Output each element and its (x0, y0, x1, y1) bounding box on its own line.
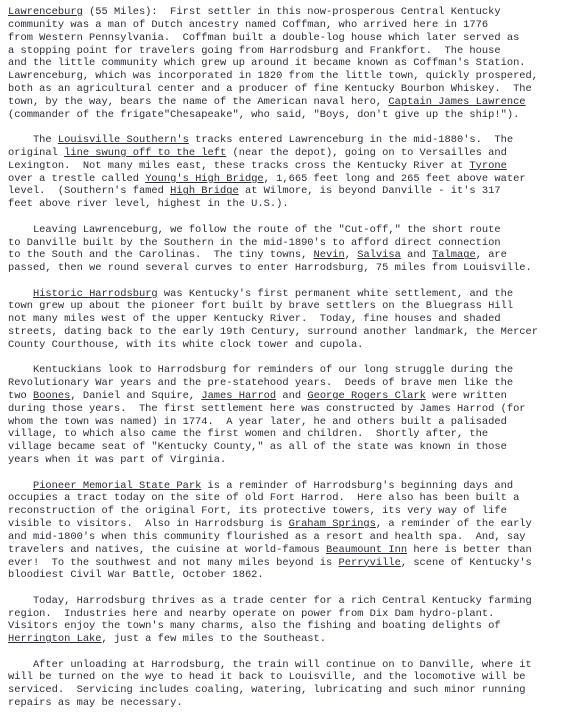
text-run: years when it was part of Virginia. (8, 454, 227, 467)
text-line (8, 697, 553, 710)
text-line (8, 505, 553, 518)
text-run: region. Industries here and nearby operate on power from Dix Dam hydro-plant. (8, 607, 495, 620)
text-run: is a reminder of Harrodsburg's beginning days and (201, 479, 514, 492)
text-run: The (8, 134, 58, 147)
text-line (8, 492, 553, 505)
underlined-place-name: High Bridge (170, 185, 239, 198)
underlined-place-name: Beaumount Inn (326, 543, 408, 556)
text-run: and the little community which grew up around it became known as Coffman's Station. (8, 57, 526, 70)
text-line (8, 185, 553, 198)
text-run: feet above river level, highest in the U.S.). (8, 198, 289, 211)
text-line (8, 684, 553, 697)
text-run: Lawrenceburg, which was incorporated in 1820 from the little town, quickly prospered, (8, 70, 539, 83)
text-line (8, 557, 553, 570)
text-run: from Western Pennsylvania. Coffman built a double-log house which later served as (8, 31, 520, 44)
text-run: , a reminder of the early (375, 518, 532, 531)
paragraph (8, 6, 553, 122)
underlined-place-name: Salvisa (357, 249, 401, 262)
text-line (8, 96, 553, 109)
text-run: Kentuckians look to Harrodsburg for reminders of our long struggle during the (8, 364, 514, 377)
text-line (8, 428, 553, 441)
text-run: and (276, 389, 308, 402)
underlined-place-name: Lawrenceburg (8, 6, 83, 18)
text-line (8, 173, 553, 186)
underlined-place-name: Historic Harrodsburg (32, 287, 158, 300)
text-run: Today, Harrodsburg thrives as a trade center for a rich Central Kentucky farming (8, 594, 532, 607)
text-run: was Kentucky's first permanent white settlement, and the (157, 287, 514, 300)
text-run: over a trestle called (8, 172, 146, 185)
underlined-place-name: Tyrone (469, 159, 507, 172)
text-run: original (8, 146, 65, 159)
text-run: town grew up about the pioneer fort built by brave settlers on the Bluegrass Hill (8, 300, 514, 313)
text-run: both as an agricultural center and a producer of fine Kentucky Bourbon Whiskey. The (8, 83, 532, 96)
text-run: (55 Miles): First settler in this now-prosperous Central Kentucky (82, 6, 501, 18)
text-run: travelers and natives, the cuisine at world-famous (8, 543, 327, 556)
underlined-place-name: Louisville Southern's (57, 134, 189, 147)
underlined-place-name: James Harrod (201, 389, 277, 402)
text-line (8, 608, 553, 621)
underlined-place-name: Talmage (432, 249, 476, 262)
underlined-place-name: Herrington Lake (8, 633, 102, 646)
text-line (8, 454, 553, 467)
underlined-place-name: Captain James Lawrence (388, 95, 526, 108)
text-run: will be turned on the wye to head it back to Louisville, and the locomotive will be (8, 671, 526, 684)
text-line (8, 198, 553, 211)
text-run: , 1,665 feet long and 265 feet above water (263, 172, 526, 185)
paragraph (8, 224, 553, 275)
text-line (8, 569, 553, 582)
text-line (8, 620, 553, 633)
underlined-place-name: Boones (32, 389, 71, 402)
underlined-place-name: Nevin (313, 249, 345, 262)
text-run: , are (475, 249, 507, 262)
text-run: community was a man of Dutch ancestry named Coffman, who arrived here in 1776 (8, 18, 489, 31)
text-run: (near the depot), going on to Versailles and (226, 146, 507, 159)
text-line (8, 147, 553, 160)
text-run: repairs as may be necessary. (8, 697, 183, 710)
text-line (8, 224, 553, 237)
text-run: tracks entered Lawrenceburg in the mid-1880's. The (188, 134, 514, 147)
text-line (8, 377, 553, 390)
text-line (8, 6, 553, 19)
text-run: reconstruction of the original Fort, its protective towers, its very way of life (8, 505, 507, 518)
text-line (8, 480, 553, 493)
text-run: whom the town was named) in 1774. A year later, he and others built a palisaded (8, 415, 507, 428)
text-line (8, 160, 553, 173)
text-run: town, by the way, bears the name of the American naval hero, (8, 95, 389, 108)
text-run (8, 480, 33, 492)
text-run: here is better than (407, 543, 532, 556)
text-line (8, 249, 553, 262)
text-run: After unloading at Harrodsburg, the train will continue on to Danville, where it (8, 658, 532, 671)
text-line (8, 109, 553, 122)
text-run: level. (Southern's famed (8, 185, 171, 198)
text-run (8, 288, 33, 300)
text-run: , scene of Kentucky's (400, 556, 532, 569)
paragraph (8, 659, 553, 710)
text-line (8, 595, 553, 608)
underlined-place-name: Pioneer Memorial State Park (32, 479, 202, 492)
text-line (8, 326, 553, 339)
text-run: Lexington. Not many miles east, these tracks cross the Kentucky River at (8, 159, 470, 172)
text-line (8, 32, 553, 45)
text-line (8, 544, 553, 557)
text-line (8, 403, 553, 416)
text-run: passed, then we round several curves to enter Harrodsburg, 75 miles from Louisville. (8, 262, 532, 275)
text-line (8, 300, 553, 313)
text-line (8, 364, 553, 377)
text-line (8, 262, 553, 275)
text-run: and (400, 249, 433, 262)
text-run: bloodiest Civil War Battle, October 1862. (8, 569, 264, 582)
text-run: , (344, 249, 358, 262)
text-line (8, 70, 553, 83)
text-line (8, 390, 553, 403)
text-run: serviced. Servicing includes coaling, watering, lubricating and such minor running (8, 684, 526, 697)
text-line (8, 313, 553, 326)
paragraph (8, 595, 553, 646)
paragraph (8, 134, 553, 211)
text-run: ever! To the southwest and not many miles beyond is (8, 556, 339, 569)
text-run: Visitors enjoy the town's many charms, also the fishing and boating delights of (8, 620, 501, 633)
paragraph (8, 364, 553, 467)
text-line (8, 531, 553, 544)
text-line (8, 237, 553, 250)
underlined-place-name: George Rogers Clark (307, 389, 426, 402)
text-line (8, 134, 553, 147)
paragraph (8, 480, 553, 583)
text-line (8, 518, 553, 531)
text-run: village, to which also came the first women and children. Shortly after, the (8, 428, 489, 441)
text-run: and mid-1800's when this community flourished as a resort and health spa. And, say (8, 530, 526, 543)
text-run: , Daniel and Squire, (70, 389, 202, 402)
text-line (8, 633, 553, 646)
text-run: visible to visitors. Also in Harrodsburg is (8, 518, 289, 531)
text-run: during those years. The first settlement here was constructed by James Harrod (for (8, 402, 526, 415)
text-run: Revolutionary War years and the pre-statehood years. Deeds of brave men like the (8, 377, 514, 390)
text-run: Leaving Lawrenceburg, we follow the route of the "Cut-off," the short route (8, 223, 501, 236)
text-run: two (8, 389, 33, 402)
text-run: a stopping point for travelers going from Harrodsburg and Frankfort. The house (8, 44, 501, 57)
underlined-place-name: Perryville (338, 556, 401, 569)
text-run: to Danville built by the Southern in the mid-1890's to afford direct connection (8, 236, 501, 249)
text-run: streets, dating back to the early 19th Century, surround another landmark, the Mercer (8, 326, 539, 339)
text-line (8, 659, 553, 672)
text-line (8, 288, 553, 301)
text-line (8, 45, 553, 58)
text-run: village became seat of "Kentucky County," as all of the state was known in those (8, 441, 507, 454)
text-line (8, 83, 553, 96)
text-line (8, 57, 553, 70)
text-run: at Wilmore, is beyond Danville - it's 317 (238, 185, 501, 198)
text-run: were written (425, 389, 507, 402)
text-line (8, 441, 553, 454)
underlined-place-name: Graham Springs (288, 518, 376, 531)
underlined-place-name: Young's High Bridge (145, 172, 264, 185)
underlined-place-name: line swung off to the left (64, 146, 227, 159)
text-line (8, 19, 553, 32)
text-line (8, 416, 553, 429)
text-run: to the South and the Carolinas. The tiny towns, (8, 249, 314, 262)
text-run: , just a few miles to the Southeast. (101, 633, 327, 646)
text-run: (commander of the frigate"Chesapeake", who said, "Boys, don't give up the ship!"). (8, 108, 520, 121)
text-line (8, 671, 553, 684)
text-line (8, 339, 553, 352)
text-run: occupies a tract today on the site of old Fort Harrod. Here also has been built a (8, 492, 520, 505)
text-run: not many miles west of the upper Kentucky River. Today, fine houses and shaded (8, 313, 501, 326)
text-run: County Courthouse, with its white clock tower and cupola. (8, 338, 364, 351)
paragraph (8, 288, 553, 352)
